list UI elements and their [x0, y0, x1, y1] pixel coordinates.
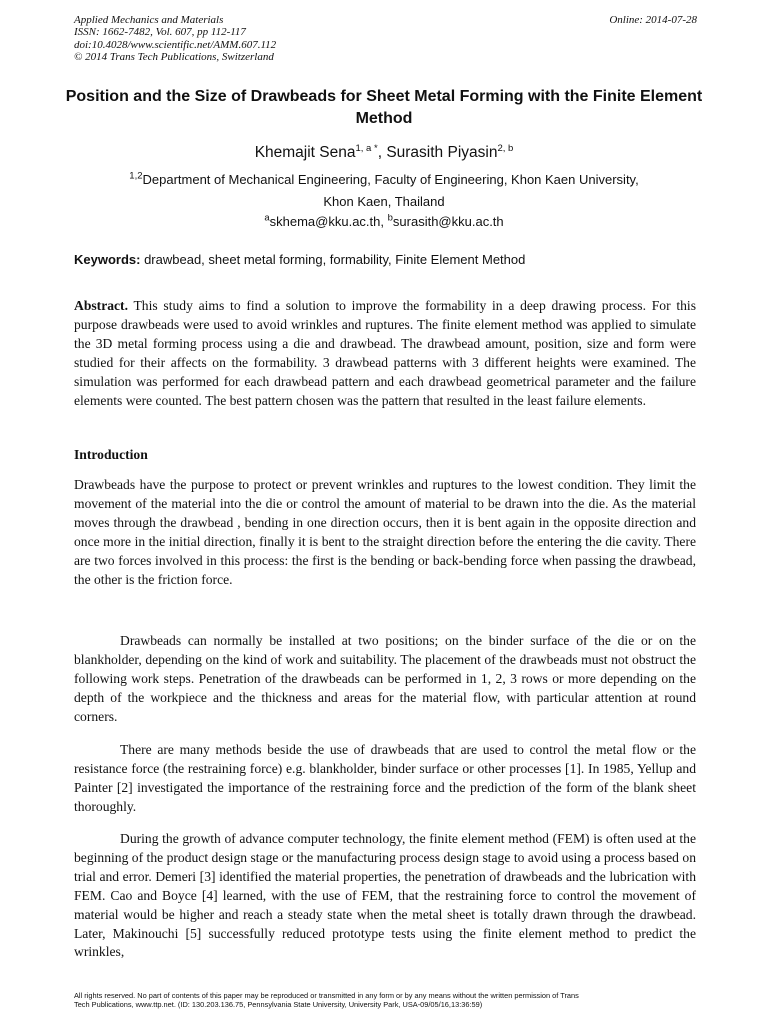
journal-doi[interactable]: doi:10.4028/www.scientific.net/AMM.607.112 — [74, 38, 277, 51]
keywords-label: Keywords: — [74, 252, 141, 267]
email-marker-b: b — [387, 212, 393, 224]
intro-paragraph-4: During the growth of advance computer technology, the finite element method (FEM) is often used at the beginning of the product design stage or the manufacturing process design stage to avoid using a process based on trial and error. Demeri [3] identified the material properties, the penetration of drawbeads and the lubrication with FEM. Cao and Boyce [4] learned, with the use of FEM, that the restraining force to control the movement of material would be higher and reach a steady state when the metal sheet is totally drawn through the drawbead. Later, Makinouchi [5] successfully reduced prototype tests using the finite element method to predict the wrinkles, — [74, 831, 696, 960]
journal-header — [74, 14, 276, 64]
intro-paragraph-1: Drawbeads have the purpose to protect or prevent wrinkles and ruptures to the lowest condition. They limit the movement of the material into the die or control the amount of material to be drawn into the die. As the material moves through the drawbead , bending in one direction occurs, then it is bent again in the opposite direction and once more in the initial direction, finally it is bent to the straight direction before the entering the die cavity. There are two forces involved in this process: the first is the bending or back-bending force when passing the drawbead, the other is the friction force. — [74, 477, 696, 587]
email-marker-a: a — [264, 212, 270, 224]
author-1-affiliation-marker: 1, a * — [355, 142, 378, 154]
author-emails — [0, 213, 768, 231]
affiliation-line-2: Khon Kaen, Thailand — [323, 193, 445, 209]
intro-paragraph-3: There are many methods beside the use of drawbeads that are used to control the metal flow or the resistance force (the restraining force) e.g. blankholder, binder surface or other processes [1]. In 1985, Yellup and Painter [2] investigated the importance of the restraining force and the prediction of the form of the blank sheet thoroughly. — [74, 742, 696, 814]
affiliation-line-1: $^{1,2}$Department of Mechanical Engineering, Faculty of Engineering, Khon Kaen University, — [129, 170, 639, 187]
intro-paragraph-2: Drawbeads can normally be installed at two positions; on the binder surface of the die or on the blankholder, depending on the kind of work and suitability. The placement of the drawbeads must not obstruct the following work steps. Penetration of the drawbeads can be performed in 1, 2, 3 rows or more depending on the depth of the workpiece and the thickness and areas for the material flow, with particular attention at round corners. — [74, 633, 696, 724]
copyright-footer — [74, 992, 704, 1009]
journal-copyright: © 2014 Trans Tech Publications, Switzerland — [74, 51, 274, 64]
author-1-name: Khemajit Sena — [254, 144, 356, 161]
abstract-text: This study aims to find a solution to improve the formability in a deep drawing process. For this purpose drawbeads were used to avoid wrinkles and ruptures. The finite element method was applied to simulate the 3D metal forming process using a die and drawbead. The drawbead amount, position, size and form were studied for their affects on the formability. 3 drawbead patterns with 3 different heights were examined. The simulation was performed for each drawbead pattern and each drawbead geometrical parameter and the failure elements were counted. The best pattern chosen was the pattern that resulted in the least failure elements. — [74, 298, 696, 408]
affiliation — [0, 169, 768, 212]
affiliation-marker: 1,2 — [129, 170, 143, 182]
author-2-affiliation-marker: 2, b — [497, 142, 514, 154]
email-a[interactable]: skhema@kku.ac.th, — [269, 214, 388, 229]
abstract — [74, 297, 696, 410]
footer-line-1: All rights reserved. No part of contents of this paper may be reproduced or transmitted in any form or by any means without the written permission of Trans — [74, 991, 579, 1000]
introduction-heading: Introduction — [74, 447, 148, 462]
online-date: Online: 2014-07-28 — [609, 14, 697, 26]
paper-title: Position and the Size of Drawbeads for Sheet Metal Forming with the Finite Element Method — [65, 88, 703, 127]
keywords-text: drawbead, sheet metal forming, formability, Finite Element Method — [140, 252, 526, 267]
journal-issn: ISSN: 1662-7482, Vol. 607, pp 112-117 — [74, 26, 246, 39]
abstract-label: Abstract. — [74, 298, 128, 313]
author-2-name: Surasith Piyasin — [386, 144, 498, 161]
email-b[interactable]: surasith@kku.ac.th — [392, 214, 504, 229]
footer-line-2: Tech Publications, www.ttp.net. (ID: 130.203.136.75, Pennsylvania State University, University Park, USA-09/05/16,13:36:59) — [74, 999, 483, 1009]
journal-name: Applied Mechanics and Materials — [74, 14, 224, 26]
keywords — [74, 251, 694, 269]
author-separator: , — [377, 144, 387, 161]
author-line — [0, 143, 768, 163]
